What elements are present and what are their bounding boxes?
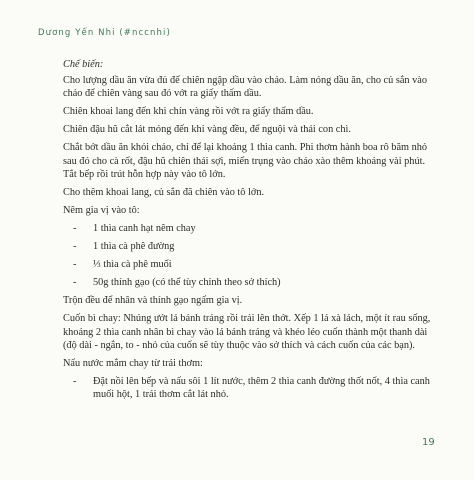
author-signature: Dương Yến Nhi (#nccnhi) [38,28,171,38]
list-item [73,258,435,271]
list-item-text: Đặt nồi lên bếp và nấu sôi 1 lít nước, thêm 2 thìa canh đường thốt nốt, 4 thìa canh muối hột, 1 trái thơm cắt lát nhỏ. [93,375,430,400]
paragraph: Cho lượng dầu ăn vừa đủ để chiên ngập dầu vào chảo. Làm nóng dầu ăn, cho củ sắn vào chảo để chiên vàng sau đó vớt ra giấy thấm dầu. [63,75,428,100]
seasoning-list [63,222,435,289]
bullet-dash: - [73,222,77,234]
bullet-dash: - [73,277,77,289]
bullet-dash: - [73,375,77,387]
paragraph: Trộn đều để nhân và thính gạo ngấm gia vị. [63,295,243,307]
section-title: Chế biến: [63,59,104,70]
paragraph: Nêm gia vị vào tô: [63,204,140,216]
list-item-text: ⅓ thìa cà phê muối [93,259,172,271]
page-number: 19 [422,437,435,448]
list-item [73,375,435,401]
bullet-dash: - [73,259,77,271]
sauce-list [63,375,435,401]
paragraph: Cuốn bì chay: Nhúng ướt lá bánh tráng rồi trải lên thớt. Xếp 1 lá xà lách, một ít rau sống, khoảng 2 thìa canh nhân bì chay vào lá bánh tráng và khéo léo cuốn thành một thanh dài (độ dài - ngắn, to - nhỏ của cuốn sẽ tùy thuộc vào sở thích và cách cuốn của các bạn). [63,313,431,351]
paragraph: Chiên khoai lang đến khi chín vàng rồi vớt ra giấy thấm dầu. [63,106,314,118]
bullet-dash: - [73,241,77,253]
list-item [73,222,435,235]
recipe-content [63,58,435,406]
list-item-text: 1 thìa canh hạt nêm chay [93,222,196,234]
paragraph: Cho thêm khoai lang, củ sắn đã chiên vào tô lớn. [63,186,265,198]
list-item-text: 1 thìa cà phê đường [93,241,175,253]
list-item [73,240,435,253]
paragraph: Chắt bớt dầu ăn khỏi chảo, chỉ để lại khoảng 1 thìa canh. Phi thơm hành boa rô băm nhỏ sau đó cho cà rốt, đậu hũ chiên thái sợi, miến trụng vào chảo xào thêm khoảng vài phút. Tắt bếp rồi trút hỗn hợp này vào tô lớn. [63,142,428,180]
paragraph: Chiên đậu hũ cắt lát mỏng đến khi vàng đều, để nguội và thái con chì. [63,124,351,136]
list-item [73,276,435,289]
list-item-text: 50g thính gạo (có thể tùy chỉnh theo sở thích) [93,277,281,289]
paragraph: Nấu nước mắm chay từ trái thơm: [63,357,203,369]
